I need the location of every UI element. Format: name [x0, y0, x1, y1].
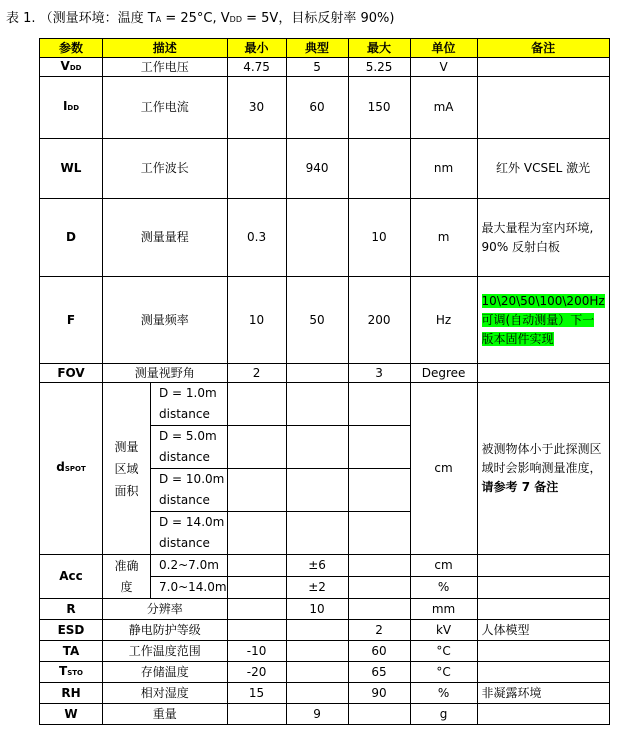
param-max	[348, 512, 410, 555]
param-max	[348, 383, 410, 426]
table-row	[40, 555, 610, 577]
param-note: 最大量程为室内环境, 90% 反射白板	[477, 199, 609, 277]
param-unit: %	[410, 683, 477, 704]
header-max: 最大	[348, 39, 410, 58]
table-row	[40, 199, 610, 277]
table-row	[40, 662, 610, 683]
table-row	[40, 683, 610, 704]
param-min	[227, 704, 286, 725]
param-symbol: RH	[40, 683, 103, 704]
range-label: 7.0~14.0m	[151, 577, 228, 599]
param-symbol: W	[40, 704, 103, 725]
param-typ	[286, 469, 348, 512]
param-max	[348, 704, 410, 725]
param-min	[227, 599, 286, 620]
param-symbol: Acc	[40, 555, 103, 599]
param-typ: 50	[286, 277, 348, 364]
table-row	[40, 77, 610, 139]
param-unit: V	[410, 58, 477, 77]
param-desc: 测量量程	[103, 199, 228, 277]
param-note	[477, 641, 609, 662]
table-row	[40, 620, 610, 641]
param-min: 2	[227, 364, 286, 383]
param-unit: mm	[410, 599, 477, 620]
param-note	[477, 662, 609, 683]
param-typ: 60	[286, 77, 348, 139]
param-typ	[286, 641, 348, 662]
param-typ: 5	[286, 58, 348, 77]
param-desc: 工作温度范围	[103, 641, 228, 662]
param-desc: 工作电流	[103, 77, 228, 139]
param-min: -20	[227, 662, 286, 683]
param-min	[227, 577, 286, 599]
param-unit: nm	[410, 139, 477, 199]
distance-label: D = 10.0m distance	[151, 469, 228, 512]
highlighted-note: 10\20\50\100\200Hz 可调(自动测量）下一版本固件实现	[481, 293, 605, 346]
param-max: 200	[348, 277, 410, 364]
param-min	[227, 383, 286, 426]
table-header-row	[40, 39, 610, 58]
param-typ: 9	[286, 704, 348, 725]
param-unit: cm	[410, 555, 477, 577]
range-label: 0.2~7.0m	[151, 555, 228, 577]
param-typ	[286, 620, 348, 641]
header-min: 最小	[227, 39, 286, 58]
param-note: 人体模型	[477, 620, 609, 641]
param-max: 2	[348, 620, 410, 641]
param-typ	[286, 662, 348, 683]
header-unit: 单位	[410, 39, 477, 58]
param-max	[348, 577, 410, 599]
param-note	[477, 577, 609, 599]
param-desc: 测量频率	[103, 277, 228, 364]
param-symbol: VDD	[40, 58, 103, 77]
param-unit: %	[410, 577, 477, 599]
param-note	[477, 58, 609, 77]
distance-label: D = 1.0m distance	[151, 383, 228, 426]
param-desc: 准确度	[103, 555, 151, 599]
param-max	[348, 426, 410, 469]
param-typ	[286, 383, 348, 426]
table-row	[40, 139, 610, 199]
table-row	[40, 58, 610, 77]
param-min	[227, 469, 286, 512]
param-unit: °C	[410, 662, 477, 683]
param-typ: ±6	[286, 555, 348, 577]
param-unit: °C	[410, 641, 477, 662]
param-max: 65	[348, 662, 410, 683]
param-max	[348, 599, 410, 620]
header-desc: 描述	[103, 39, 228, 58]
param-symbol: ESD	[40, 620, 103, 641]
param-max	[348, 139, 410, 199]
param-symbol: R	[40, 599, 103, 620]
param-max: 10	[348, 199, 410, 277]
param-desc: 工作波长	[103, 139, 228, 199]
param-note: 非凝露环境	[477, 683, 609, 704]
param-note	[477, 704, 609, 725]
param-symbol: D	[40, 199, 103, 277]
param-typ	[286, 683, 348, 704]
param-desc: 分辨率	[103, 599, 228, 620]
param-symbol: WL	[40, 139, 103, 199]
param-symbol: F	[40, 277, 103, 364]
param-note: 被测物体小于此探测区域时会影响测量准度，请参考 7 备注	[477, 383, 609, 555]
distance-label: D = 5.0m distance	[151, 426, 228, 469]
param-typ: 940	[286, 139, 348, 199]
param-note	[477, 364, 609, 383]
header-typ: 典型	[286, 39, 348, 58]
param-max: 5.25	[348, 58, 410, 77]
param-max: 90	[348, 683, 410, 704]
param-desc: 重量	[103, 704, 228, 725]
table-caption: 表 1. （测量环境：温度 TA = 25°C, VDD = 5V，目标反射率 90%)	[6, 11, 395, 26]
param-max: 150	[348, 77, 410, 139]
param-unit: g	[410, 704, 477, 725]
table-row	[40, 704, 610, 725]
param-typ	[286, 364, 348, 383]
table-row	[40, 383, 610, 426]
param-unit: mA	[410, 77, 477, 139]
param-max	[348, 469, 410, 512]
param-max: 3	[348, 364, 410, 383]
param-symbol: TSTO	[40, 662, 103, 683]
spec-table	[39, 38, 610, 725]
param-min	[227, 426, 286, 469]
param-symbol: dSPOT	[40, 383, 103, 555]
param-desc: 测量区域面积	[103, 383, 151, 555]
param-unit: Hz	[410, 277, 477, 364]
param-min: 15	[227, 683, 286, 704]
param-note	[477, 77, 609, 139]
header-note: 备注	[477, 39, 609, 58]
param-max	[348, 555, 410, 577]
param-min: 10	[227, 277, 286, 364]
param-symbol: TA	[40, 641, 103, 662]
param-max: 60	[348, 641, 410, 662]
param-typ	[286, 512, 348, 555]
param-desc: 存储温度	[103, 662, 228, 683]
param-min	[227, 139, 286, 199]
param-desc: 相对湿度	[103, 683, 228, 704]
param-min: -10	[227, 641, 286, 662]
param-unit: kV	[410, 620, 477, 641]
header-param: 参数	[40, 39, 103, 58]
param-min	[227, 512, 286, 555]
param-unit: cm	[410, 383, 477, 555]
param-symbol: FOV	[40, 364, 103, 383]
param-note	[477, 277, 609, 364]
param-desc: 工作电压	[103, 58, 228, 77]
param-note	[477, 555, 609, 577]
table-row	[40, 364, 610, 383]
table-row	[40, 599, 610, 620]
param-min	[227, 555, 286, 577]
param-unit: m	[410, 199, 477, 277]
param-symbol: IDD	[40, 77, 103, 139]
param-min: 0.3	[227, 199, 286, 277]
param-typ	[286, 426, 348, 469]
param-unit: Degree	[410, 364, 477, 383]
param-min: 4.75	[227, 58, 286, 77]
param-note: 红外 VCSEL 激光	[477, 139, 609, 199]
param-typ	[286, 199, 348, 277]
param-min	[227, 620, 286, 641]
distance-label: D = 14.0m distance	[151, 512, 228, 555]
table-row	[40, 277, 610, 364]
param-note	[477, 599, 609, 620]
param-typ: ±2	[286, 577, 348, 599]
param-min: 30	[227, 77, 286, 139]
param-typ: 10	[286, 599, 348, 620]
param-desc: 测量视野角	[103, 364, 228, 383]
param-desc: 静电防护等级	[103, 620, 228, 641]
table-row	[40, 641, 610, 662]
